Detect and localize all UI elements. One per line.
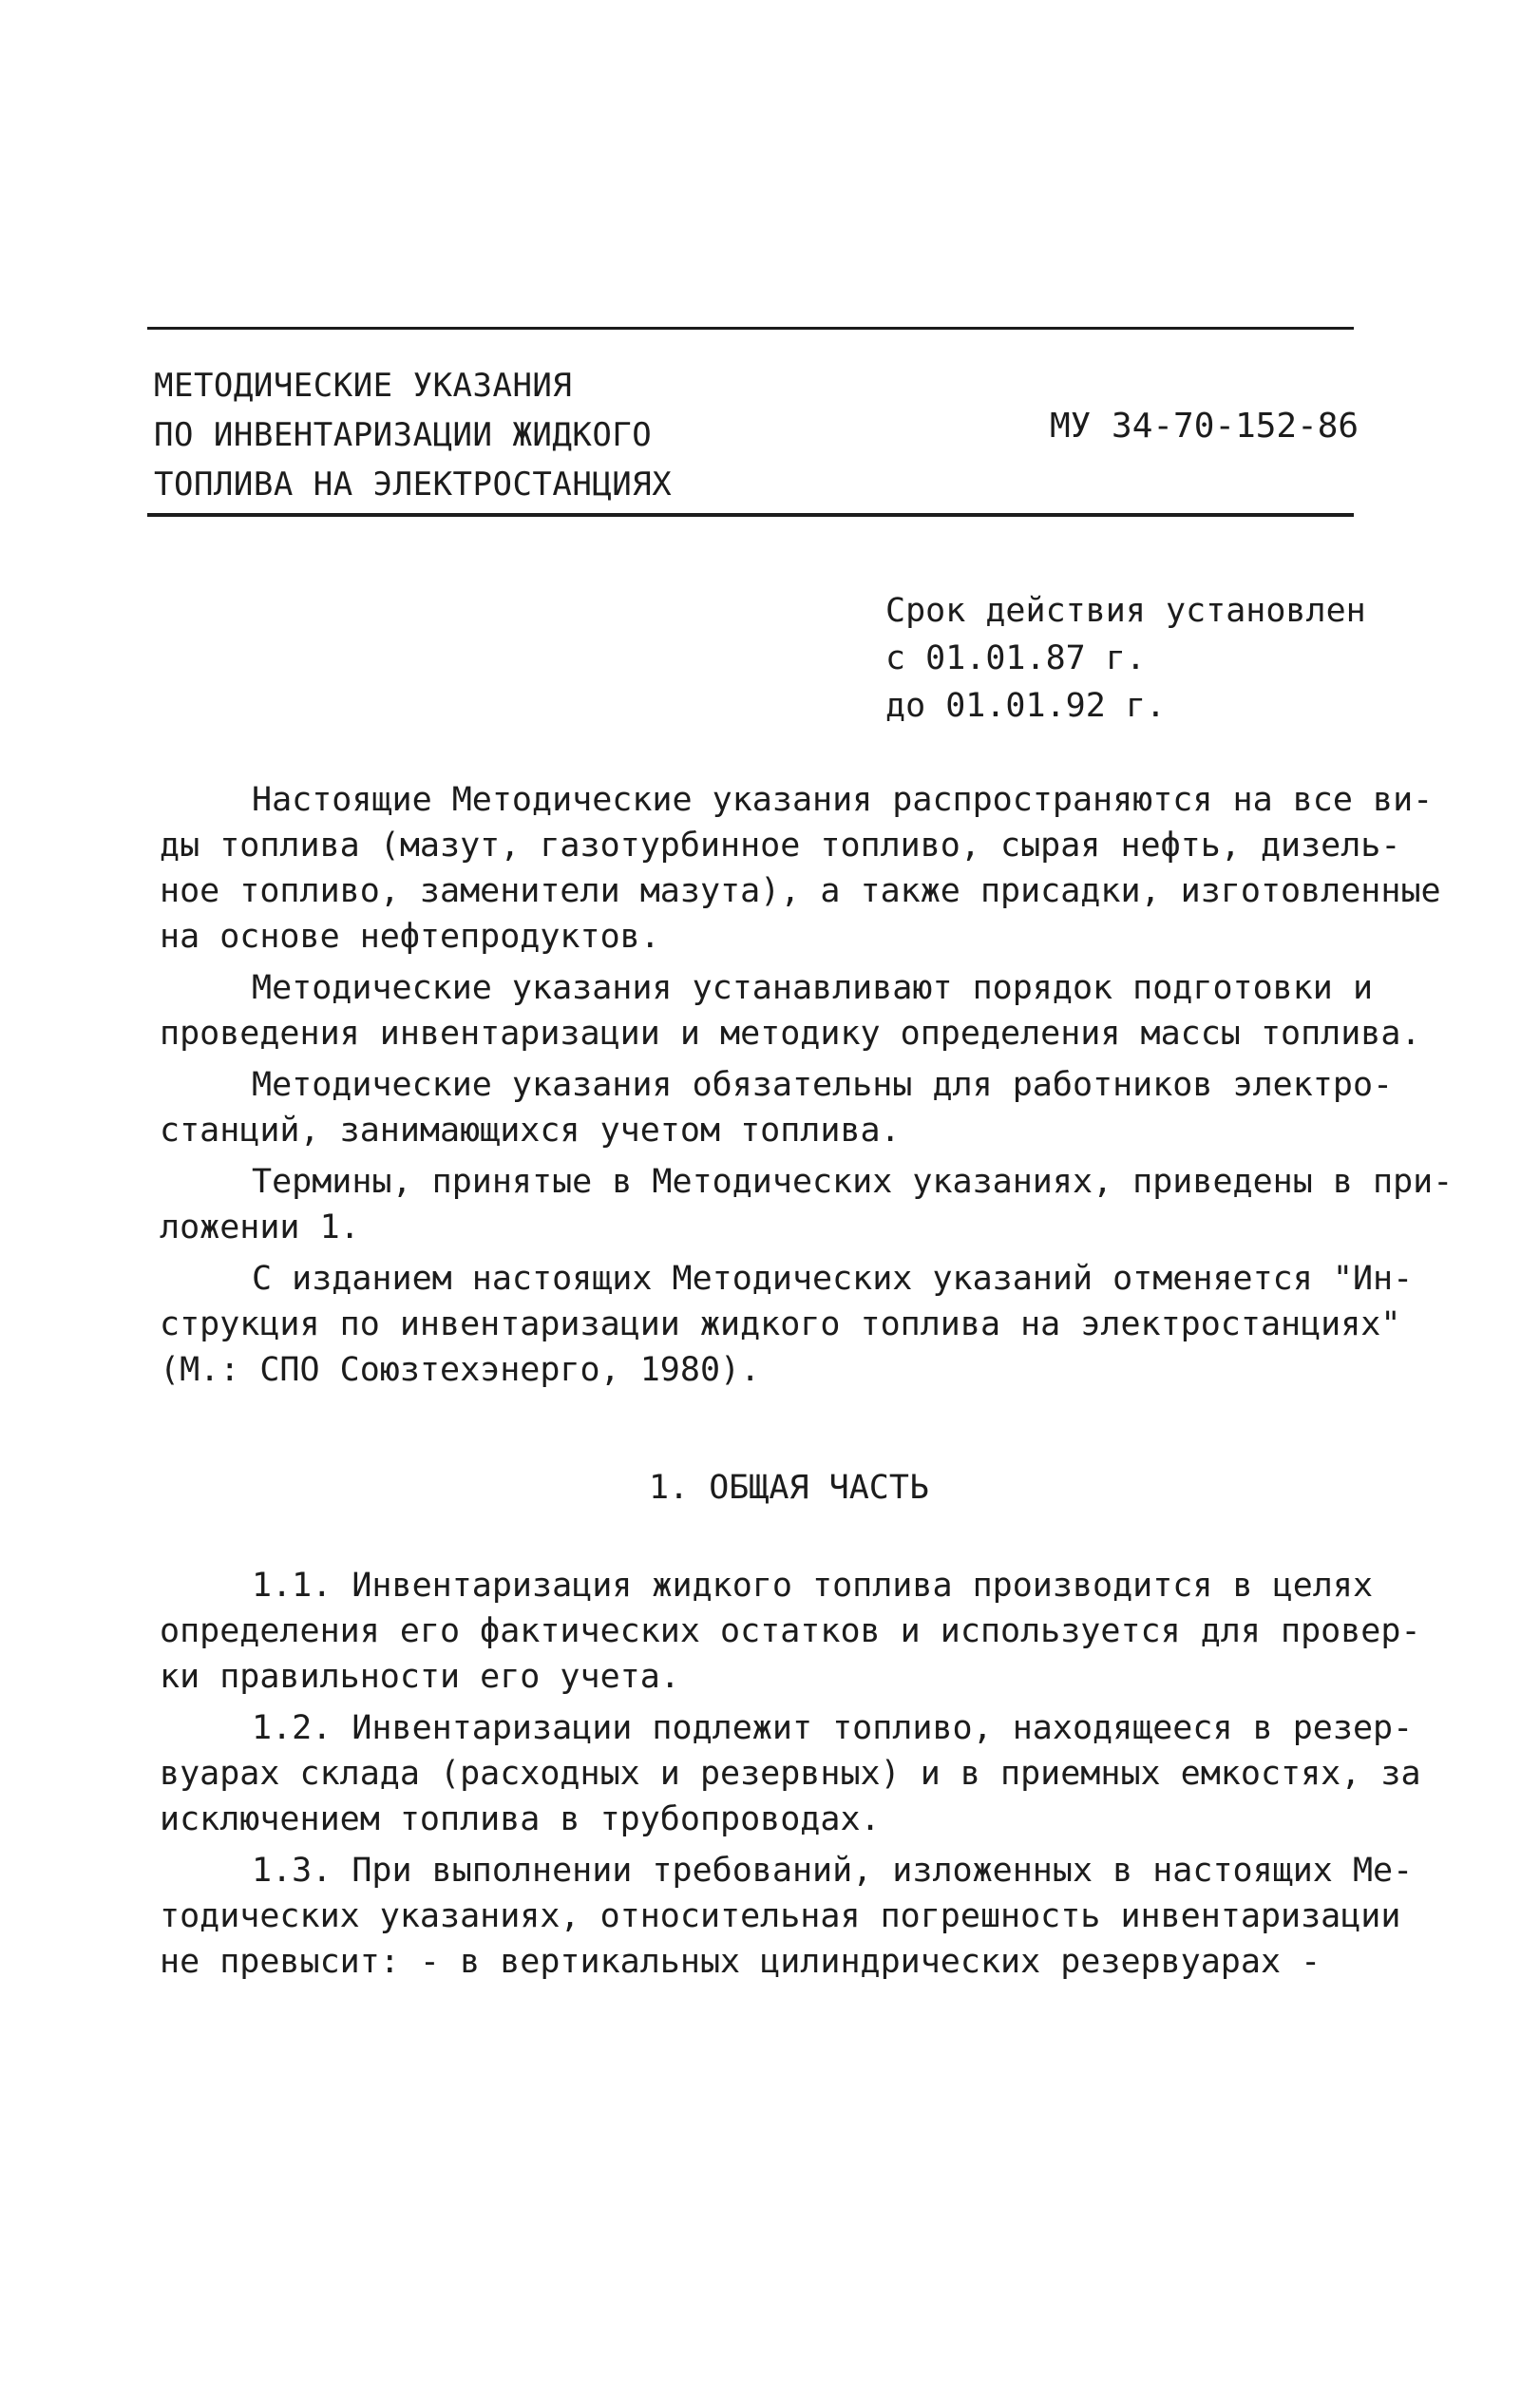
text-line: станций, занимающихся учетом топлива. xyxy=(160,1112,901,1150)
text-line: определения его фактических остатков и используется для провер- xyxy=(160,1612,1421,1650)
title-line: МЕТОДИЧЕСКИЕ УКАЗАНИЯ xyxy=(154,367,573,405)
text-line: С изданием настоящих Методических указаний отменяется "Ин- xyxy=(252,1260,1414,1298)
text-line: ложении 1. xyxy=(160,1208,360,1246)
paragraph xyxy=(160,1848,1414,1985)
paragraph xyxy=(160,1563,1421,1700)
text-line: 1.1. Инвентаризация жидкого топлива производится в целях xyxy=(252,1567,1374,1605)
text-line: Методические указания устанавливают порядок подготовки и xyxy=(252,969,1374,1007)
text-line: Термины, принятые в Методических указаниях, приведены в при- xyxy=(252,1163,1454,1201)
text-line: ки правильности его учета. xyxy=(160,1658,680,1696)
paragraph xyxy=(160,1256,1414,1393)
header-top-rule xyxy=(147,327,1354,330)
text-line: Методические указания обязательны для работников электро- xyxy=(252,1066,1394,1104)
paragraph xyxy=(160,1705,1421,1842)
paragraph xyxy=(160,777,1441,960)
text-line: (М.: СПО Союзтехэнерго, 1980). xyxy=(160,1351,761,1389)
document-code: МУ 34-70-152-86 xyxy=(1050,407,1359,446)
text-line: ды топлива (мазут, газотурбинное топливо, сырая нефть, дизель- xyxy=(160,827,1401,865)
document-title xyxy=(154,361,672,509)
text-line: струкция по инвентаризации жидкого топлива на электростанциях" xyxy=(160,1305,1401,1343)
intro-section xyxy=(160,777,1454,1393)
text-line: Настоящие Методические указания распространяются на все ви- xyxy=(252,781,1434,819)
paragraph xyxy=(160,965,1421,1056)
validity-line: Срок действия установлен xyxy=(885,592,1366,630)
text-line: тодических указаниях, относительная погрешность инвентаризации xyxy=(160,1897,1401,1935)
paragraph xyxy=(160,1062,1394,1153)
title-line: ТОПЛИВА НА ЭЛЕКТРОСТАНЦИЯХ xyxy=(154,466,673,504)
text-line: 1.3. При выполнении требований, изложенных в настоящих Ме- xyxy=(252,1852,1414,1890)
text-line: вуарах склада (расходных и резервных) и в приемных емкостях, за xyxy=(160,1755,1421,1793)
validity-period xyxy=(885,587,1366,730)
text-line: исключением топлива в трубопроводах. xyxy=(160,1800,881,1838)
text-line: ное топливо, заменители мазута), а также присадки, изготовленные xyxy=(160,872,1441,910)
section-1-body xyxy=(160,1563,1421,1985)
text-line: 1.2. Инвентаризации подлежит топливо, находящееся в резер- xyxy=(252,1709,1414,1747)
section-heading: 1. ОБЩАЯ ЧАСТЬ xyxy=(648,1469,929,1507)
text-line: не превысит: - в вертикальных цилиндрических резервуарах - xyxy=(160,1943,1321,1981)
header-bottom-rule xyxy=(147,513,1354,517)
validity-line: до 01.01.92 г. xyxy=(885,687,1167,725)
text-line: проведения инвентаризации и методику определения массы топлива. xyxy=(160,1015,1421,1053)
text-line: на основе нефтепродуктов. xyxy=(160,918,660,956)
title-line: ПО ИНВЕНТАРИЗАЦИИ ЖИДКОГО xyxy=(154,416,653,454)
paragraph xyxy=(160,1159,1454,1250)
validity-line: с 01.01.87 г. xyxy=(885,639,1146,677)
